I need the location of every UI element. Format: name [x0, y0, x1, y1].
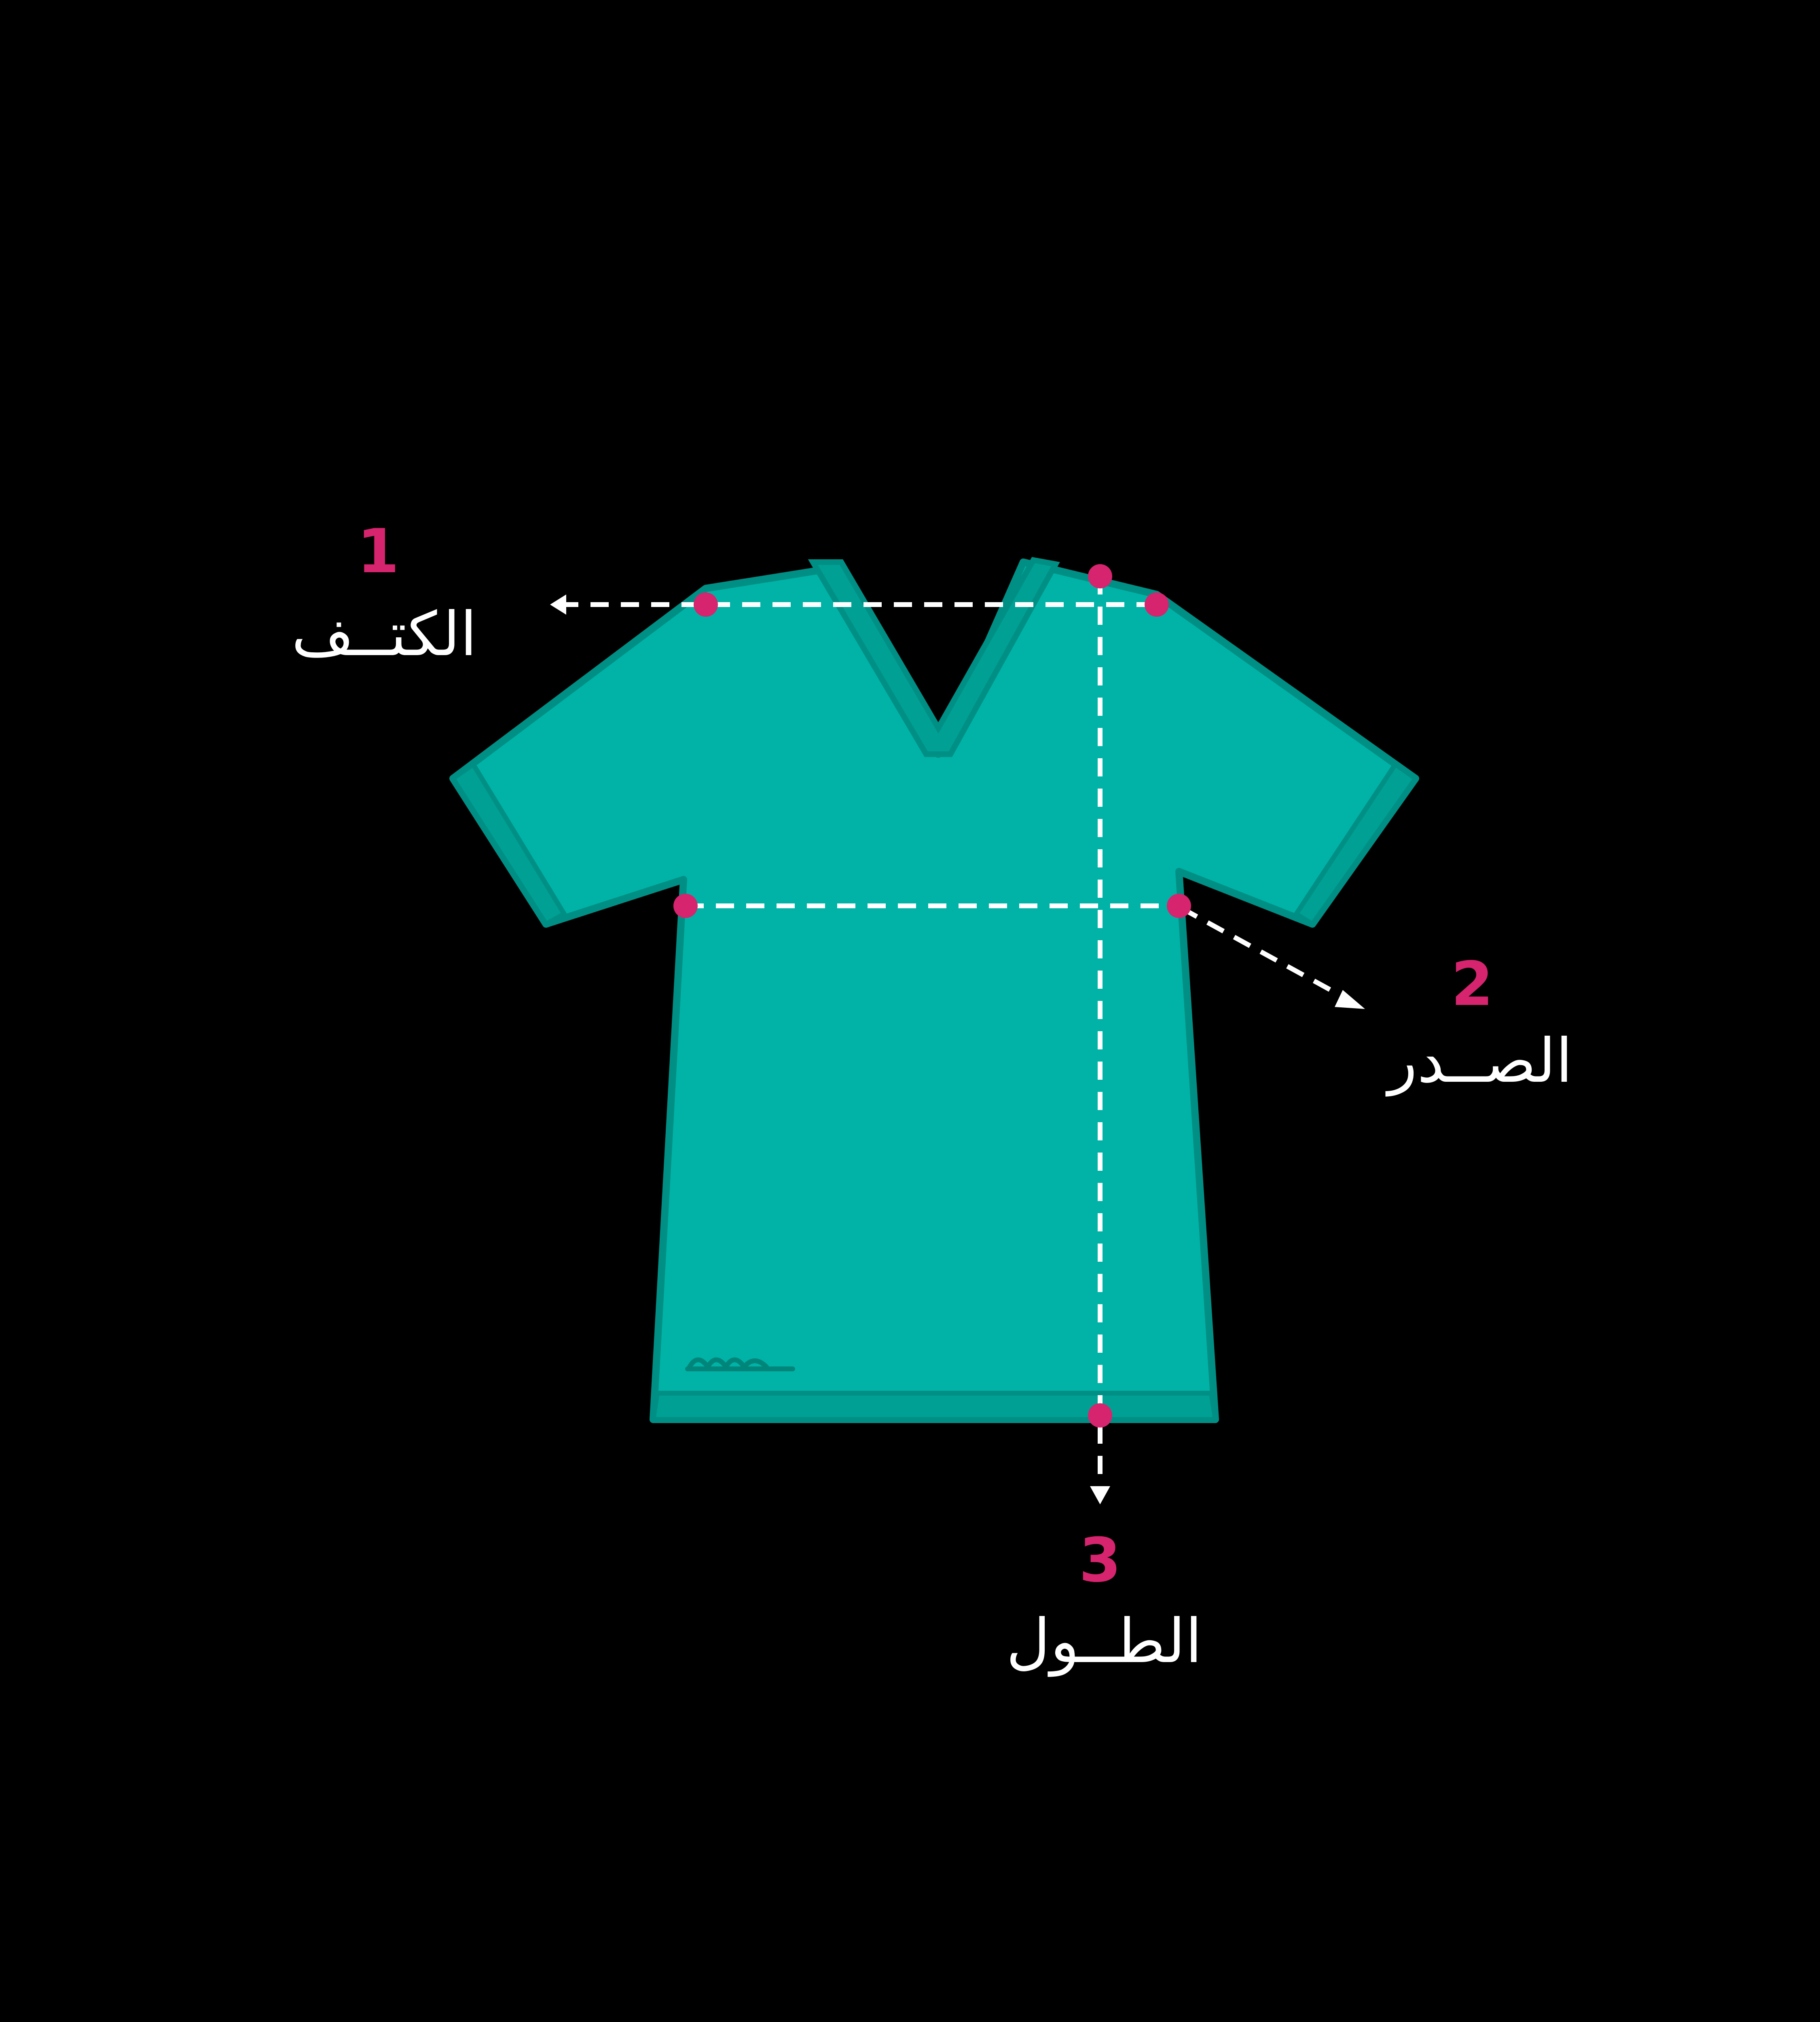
- chest-point-right: [1167, 894, 1191, 918]
- length-number: 3: [1079, 1525, 1122, 1596]
- chest-label: الصــدر: [1388, 1026, 1573, 1096]
- chest-point-left: [673, 894, 698, 918]
- length-point-bottom: [1088, 1403, 1112, 1428]
- shoulder-arrow-head: [550, 594, 566, 615]
- shoulder-label: الكتــف: [291, 599, 477, 670]
- tshirt-hem: [653, 1393, 1215, 1419]
- chest-pointer-line: [1181, 908, 1347, 999]
- tshirt-illustration: [453, 560, 1416, 1419]
- shoulder-point-left: [694, 592, 718, 617]
- length-label: الطــول: [1006, 1606, 1202, 1677]
- shoulder-point-right: [1145, 592, 1169, 617]
- length-point-top: [1088, 564, 1112, 588]
- shoulder-number: 1: [357, 516, 400, 587]
- length-arrow-head: [1090, 1486, 1110, 1504]
- chest-arrow-head: [1335, 990, 1365, 1009]
- tshirt-body: [453, 562, 1416, 1419]
- chest-number: 2: [1451, 949, 1494, 1019]
